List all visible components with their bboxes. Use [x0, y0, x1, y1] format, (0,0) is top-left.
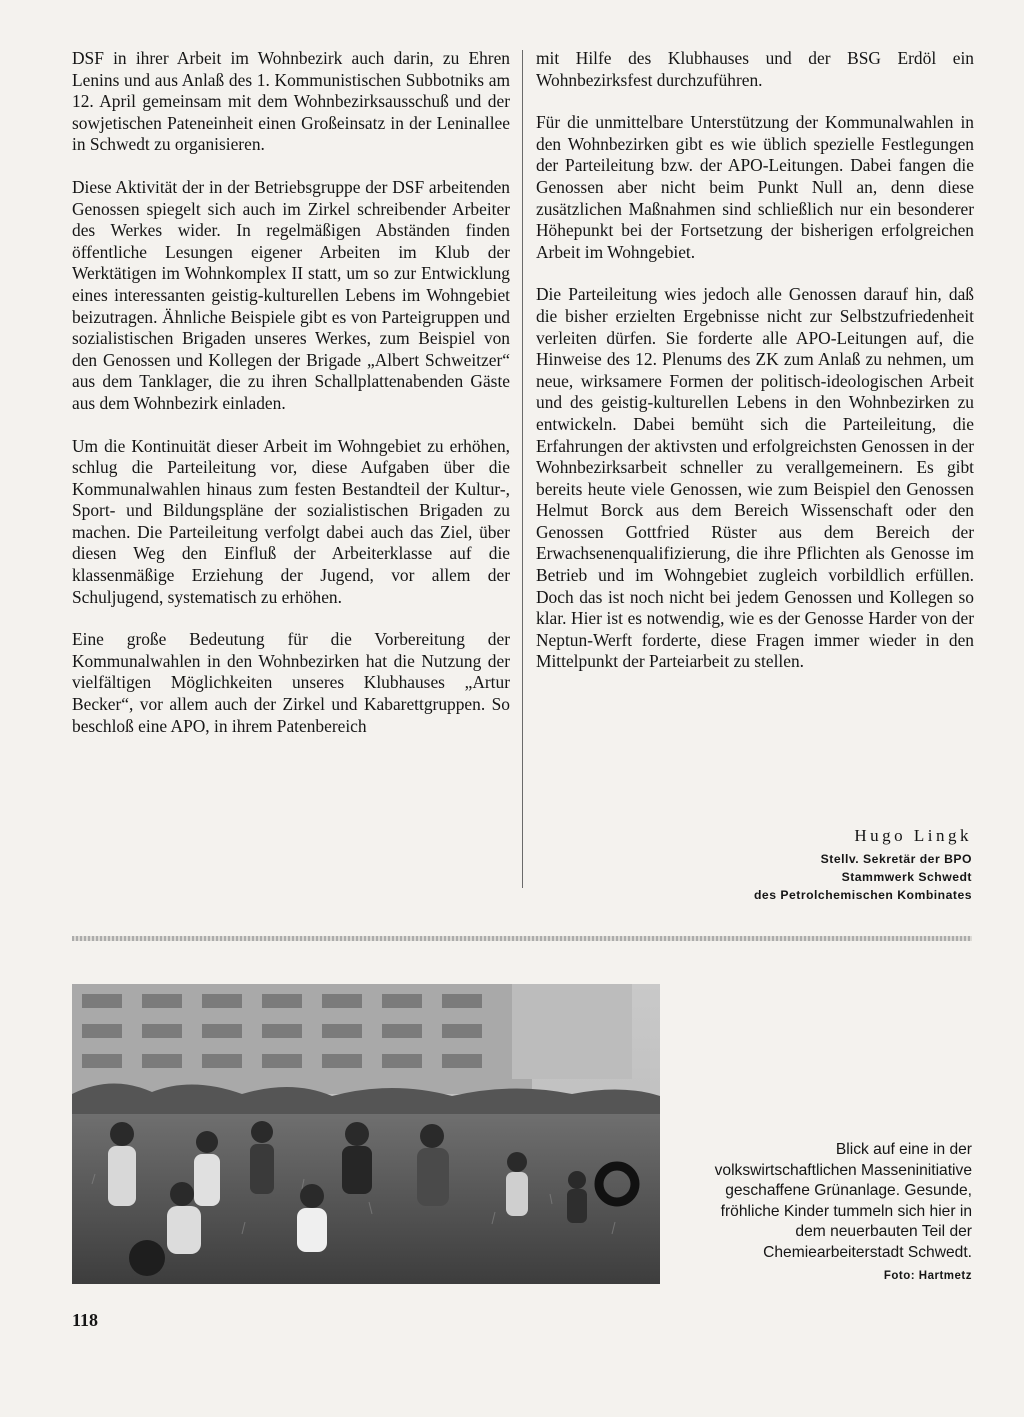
page-number: 118	[72, 1310, 99, 1330]
author-signature	[600, 826, 972, 904]
section-divider	[72, 936, 972, 941]
article-paragraph: Die Parteileitung wies jedoch alle Genossen darauf hin, daß die bisher erzielten Ergebnisse nicht zur Selbstzufriedenheit verleiten dürfen. Sie forderte alle APO-Leitungen auf, die Hinweise des 12. Plenums des ZK zum Anlaß zu nehmen, um neue, wirksamere Formen der politisch-ideologischen Arbeit und des geistig-kulturellen Lebens in den Wohnbezirken zu entwickeln. Dabei bemüht sich die Parteileitung, die Erfahrungen der aktivsten und erfolgreichsten Genossen in der Wohnbezirksarbeit schneller zu verallgemeinern. Es gibt bereits heute viele Genossen, wie zum Beispiel den Genossen Helmut Borck aus dem Bereich Wissenschaft oder den Genossen Gottfried Rüster aus dem Bereich der Erwachsenenqualifizierung, die ihre Pflichten als Genosse im Betrieb und im Wohngebiet zugleich vorbildlich erfüllen. Doch das ist noch nicht bei jedem Genossen und Kollegen so klar. Hier ist es notwendig, wie es der Genosse Harder von der Neptun-Werft forderte, diese Fragen immer wieder in den Mittelpunkt der Parteiarbeit zu stellen.	[536, 284, 974, 672]
article-paragraph: Um die Kontinuität dieser Arbeit im Wohngebiet zu erhöhen, schlug die Parteileitung vor, diese Aufgaben über die Kommunalwahlen hinaus zum festen Bestandteil der Kultur-, Sport- und Bildungspläne der sozialistischen Brigaden zu machen. Die Parteileitung verfolgt dabei auch das Ziel, über diesen Weg den Einfluß der Arbeiterklasse auf die klassenmäßige Erziehung der Jugend, vor allem der Schuljugend, systematisch zu erhöhen.	[72, 435, 510, 607]
photo-children-playground	[72, 984, 660, 1284]
author-title: Stellv. Sekretär der BPO	[820, 852, 972, 866]
author-name: Hugo Lingk	[854, 826, 972, 845]
article-paragraph: Diese Aktivität der in der Betriebsgruppe der DSF arbeitenden Genossen spiegelt sich auch im Zirkel schreibender Arbeiter des Werkes wider. In regelmäßigen Abständen finden öffentliche Lesungen eigener Arbeiten im Klub der Werktätigen im Wohnkomplex II statt, um so zur Entwicklung eines interessanten geistig-kulturellen Lebens im Wohngebiet beizutragen. Ähnliche Beispiele gibt es von Parteigruppen und sozialistischen Brigaden unseres Werkes, zum Beispiel von den Genossen und Kollegen der Brigade „Albert Schweitzer“ aus dem Tanklager, die zu ihren Schallplattenabenden Gäste aus dem Wohnbezirk einladen.	[72, 176, 510, 413]
photo-credit: Foto: Hartmetz	[883, 1270, 972, 1282]
article-column-left	[72, 48, 510, 758]
photo-caption: Blick auf eine in der volkswirtschaftlichen Masseninitiative geschaffene Grünanlage. Gesunde, fröhliche Kinder tummeln sich hier in dem neuerbauten Teil der Chemiearbeiterstadt Schwedt.	[714, 1141, 972, 1261]
column-divider	[522, 50, 523, 888]
article-paragraph: Für die unmittelbare Unterstützung der Kommunalwahlen in den Wohnbezirken gibt es wie üblich spezielle Festlegungen der Parteileitung bzw. der APO-Leitungen. Dabei fangen die Genossen aber nicht beim Punkt Null an, denn diese zusätzlichen Maßnahmen sind schließlich nur ein besonderer Höhepunkt bei der Fortsetzung der bisherigen erfolgreichen Arbeit im Wohngebiet.	[536, 112, 974, 262]
author-organization-2: des Petrolchemischen Kombinates	[753, 888, 972, 902]
article-column-right	[536, 48, 974, 694]
article-paragraph: Eine große Bedeutung für die Vorbereitung der Kommunalwahlen in den Wohnbezirken hat die Nutzung der vielfältigen Möglichkeiten unseres Klubhauses „Artur Becker“, vor allem auch der Zirkel und Kabarettgruppen. So beschloß eine APO, in ihrem Patenbereich	[72, 629, 510, 736]
article-paragraph: mit Hilfe des Klubhauses und der BSG Erdöl ein Wohnbezirksfest durchzuführen.	[536, 48, 974, 90]
author-organization: Stammwerk Schwedt	[841, 870, 972, 884]
article-paragraph: DSF in ihrer Arbeit im Wohnbezirk auch darin, zu Ehren Lenins und aus Anlaß des 1. Kommunistischen Subbotniks am 12. April gemeinsam mit dem Wohnbezirksausschuß und der sowjetischen Pateneinheit einen Großeinsatz in der Leninallee in Schwedt zu organisieren.	[72, 48, 510, 155]
